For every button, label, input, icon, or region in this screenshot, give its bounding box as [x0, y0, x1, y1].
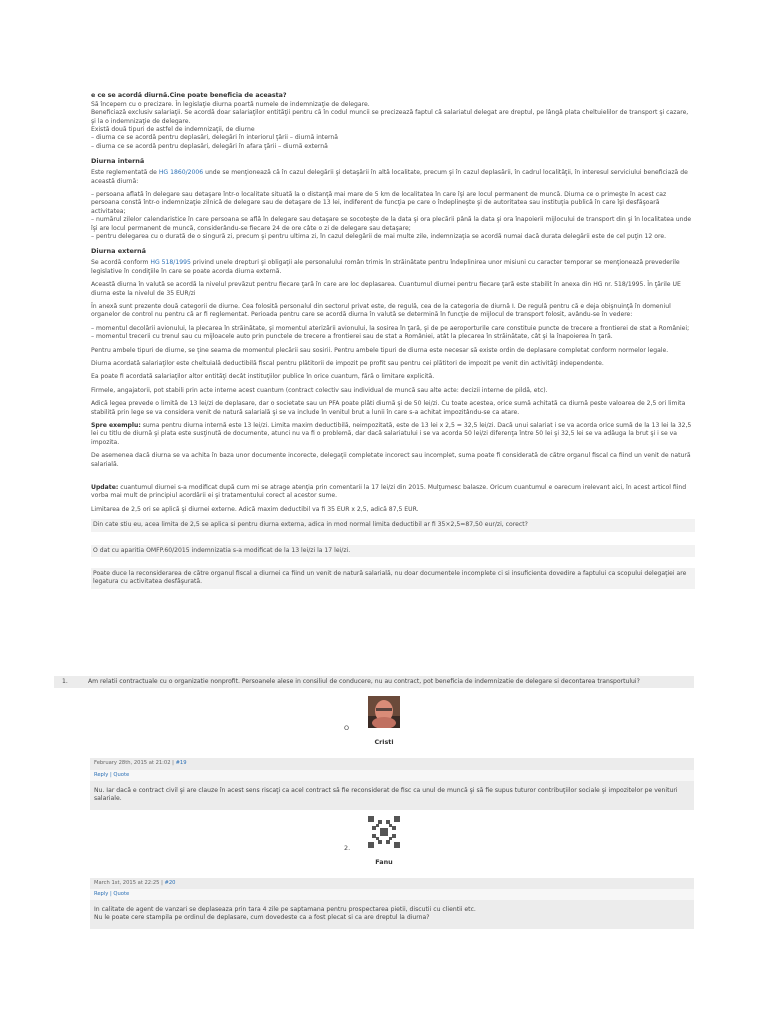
comment-body: Nu. Iar dacă e contract civil şi are clauze în acest sens riscaţi ca acel contract să fie reconsiderat de fisc ca unul de muncă şi să fie supus tuturor contribuţiilor sociale şi impozitelor pe venituri salariale.	[90, 781, 694, 810]
section-heading-externa: Diurna externă	[91, 247, 147, 256]
hg-1860-link[interactable]: HG 1860/2006	[158, 169, 204, 177]
externa-list-item: – momentul trecerii cu trenul sau cu mijloacele auto prin punctele de trecere a frontierei sau de stat a României, atât la plecarea în străinătate, cât şi la înapoierea în ţară.	[91, 333, 613, 341]
avatar	[368, 696, 400, 728]
externa-paragraph-3: În anexă sunt prezente două categorii de diurne. Cea folosită personalul din sectorul privat este, de regulă, cea de la categoria de diurnă I. De regulă pentru că e deja obişnuinţă în domeniul organelor de control nu pentru că ar fi reglementat. Perioada pentru care se acordă diurna în valută se determină în funcţie de mijlocul de transport folosit, avându-se în vedere:	[91, 302, 671, 319]
comment-text: Am relatii contractuale cu o organizatie nonprofit. Persoanele alese in consiliul de conducere, nu au contract, pot beneficia de indemnizatie de delegare si decontarea transportului?	[88, 678, 640, 685]
update-paragraph	[91, 484, 695, 501]
comment-permalink[interactable]: #20	[164, 879, 176, 886]
comment-meta	[90, 878, 694, 889]
reply-quote-links[interactable]: Reply | Quote	[94, 771, 130, 778]
article-heading: e ce se acordă diurnă.Cine poate beneficia de aceasta?	[91, 92, 287, 99]
comment-date: February 28th, 2015 at 21:02 |	[94, 760, 176, 767]
externa-paragraph	[91, 259, 695, 276]
interna-paragraph	[91, 169, 695, 186]
paragraph: De asemenea dacă diurna se va achita în baza unor documente incorecte, delegaţii completate incorect sau incomplet, suma poate fi considerată de către organul fiscal ca fiind un venit de natură salarială.	[91, 452, 691, 468]
reply-number: 2.	[344, 843, 351, 852]
comment-date: March 1st, 2015 at 22:25 |	[94, 879, 165, 886]
comment-line: Nu le poate cere stampila pe ordinul de deplasare, cum dovedeste ca a fost plecat si ca are dreptul la diurna?	[94, 914, 430, 922]
hg-518-link[interactable]: HG 518/1995	[150, 259, 191, 267]
text: Este reglementată de	[91, 169, 159, 177]
text: privind unele drepturi şi obligaţii ale personalului român trimis în străinătate pentru îndeplinirea unor misiuni cu caracter temporar se menţionează prevederile legislative în condiţiile în care se poate acorda diurna externă.	[91, 259, 680, 275]
interna-list-item: – pentru delegarea cu o durată de o singură zi, precum şi pentru ultima zi, în cazul delegării de mai multe zile, indemnizaţia se acordă numai dacă durata delegării este de cel puţin 12 ore.	[91, 232, 667, 240]
comment-line: In calitate de agent de vanzari se deplaseaza prin tara 4 zile pe saptamana pentru prospectarea pietii, discutii cu clientii etc.	[94, 905, 476, 913]
intro-line: – diurna ce se acordă pentru deplasări, delegări în afara ţării – diurnă externă	[91, 142, 328, 150]
intro-line: Beneficiază exclusiv salariaţii. Se acordă doar salariaţilor entităţii pentru că în codul muncii se precizează faptul că salariatul delegat are dreptul, pe lângă plata cheltuielilor de transport şi cazare, şi la o indemnizaţie de delegare.	[91, 109, 689, 125]
reply-author-block	[54, 696, 694, 758]
shaded-note: O dat cu aparitia OMFP.60/2015 indemnizatia s-a modificat de la 13 lei/zi la 17 lei/zi.	[91, 545, 695, 557]
paragraph: Ea poate fi acordată salariaţilor altor entităţi decât instituţiilor publice în orice cuantum, fără o limitare explicită.	[91, 373, 435, 381]
update-label: Update:	[91, 484, 119, 492]
intro-line: Există două tipuri de astfel de indemnizaţii, de diurne	[91, 125, 255, 133]
intro-line: – diurna ce se acordă pentru deplasări, delegări în interiorul ţării – diurnă internă	[91, 134, 338, 142]
comment-question	[54, 676, 694, 688]
example-label: Spre exemplu:	[91, 422, 141, 429]
paragraph: Diurna acordată salariaţilor este cheltuială deductibilă fiscal pentru plătitorii de impozit pe profit sau pentru cei plătitori de impozit pe venit din activităţi independente.	[91, 359, 604, 367]
comment-meta	[90, 758, 694, 769]
reply-quote-links[interactable]: Reply | Quote	[94, 890, 130, 897]
avatar	[368, 816, 400, 848]
text: unde se menţionează că în cazul delegării şi detaşării în altă localitate, precum şi în cazul deplasării, în cadrul localităţii, în interesul serviciului beneficiază de această diurnă:	[91, 169, 688, 185]
comment-actions	[90, 770, 694, 781]
limit-paragraph: Limitarea de 2,5 ori se aplică şi diurnei externe. Adică maxim deductibil va fi 35 EUR x 2,5, adică 87,5 EUR.	[91, 505, 419, 513]
reply-number: O	[344, 724, 350, 733]
externa-list	[91, 325, 695, 342]
paragraph: Pentru ambele tipuri de diurne, se ţine seama de momentul plecării sau sosirii. Pentru ambele tipuri de diurna este necesar să existe ordin de deplasare completat conform normelor legale.	[91, 346, 669, 354]
paragraph: Adică legea prevede o limită de 13 lei/zi de deplasare, dar o societate sau un PFA poate plăti diurnă şi de 50 lei/zi. Cu toate acestea, orice sumă achitată ca diurnă peste valoarea de 2,5 ori limita stabilită prin lege se va considera venit de natură salarială şi se va include în venitul brut a lunii în care s-a achitat impozitându-se ca atare.	[91, 400, 686, 416]
comment-body	[90, 900, 694, 929]
paragraph: Firmele, angajatorii, pot stabili prin acte interne acest cuantum (contract colectiv sau individual de muncă sau alte acte: decizii interne de pildă, etc).	[91, 386, 548, 394]
example-paragraph	[91, 422, 695, 447]
article	[91, 92, 695, 594]
externa-paragraph-2: Această diurna în valută se acordă la nivelul prevăzut pentru fiecare ţară în care are loc deplasarea. Cuantumul diurnei pentru fiecare ţară este stabilit în anexa din HG nr. 518/1995. În ţările UE diurna este la nivelul de 35 EUR/zi	[91, 281, 681, 297]
externa-list-item: – momentul decolării avionului, la plecarea în străinătate, şi momentul aterizării avionului, la sosirea în ţară, şi de pe aeroporturile care constituie puncte de trecere a frontierei de stat a României;	[91, 324, 690, 332]
author-name[interactable]: Cristi	[374, 738, 394, 747]
shaded-note: Din cate stiu eu, acea limita de 2,5 se aplica si pentru diurna externa, adica in mod normal limita deductibil ar fi 35×2,5=87,50 eur/zi, corect?	[91, 519, 695, 531]
comment-actions	[90, 889, 694, 900]
reply-author-block	[54, 816, 694, 878]
comments-section	[54, 676, 694, 929]
text: cuantumul diurnei s-a modificat după cum mi se atrage atenţia prin comentarii la 17 lei/zi din 2015. Mulţumesc balasze. Oricum cuantumul e oarecum irelevant aici, în acest articol fiind vorba mai mult de principiul acordării ei şi tratamentului corect al acestor sume.	[91, 484, 687, 500]
comment-number: 1.	[62, 678, 68, 685]
section-heading-interna: Diurna internă	[91, 157, 145, 166]
shaded-note: Poate duce la reconsiderarea de către organul fiscal a diurnei ca fiind un venit de natură salarială, nu doar documentele incomplete ci si insuficienta dovedire a faptului ca scopului delegaţiei are legatura cu activitatea desfăşurată.	[91, 568, 695, 589]
interna-list-item: – persoana aflată în delegare sau detaşare într-o localitate situată la o distanţă mai mare de 5 km de localitatea în care îşi are locul permanent de muncă. Diurna ce o primeşte în acest caz persoana constă într-o indemnizaţie zilnică de delegare sau de detaşare de 13 lei, indiferent de funcţia pe care o îndeplineşte şi de autoritatea sau instituţia publică în care îşi desfăşoară activitatea;	[91, 190, 667, 215]
comment-permalink[interactable]: #19	[175, 760, 187, 767]
text: Se acordă conform	[91, 259, 151, 267]
interna-list	[91, 191, 695, 241]
intro-line: Să începem cu o precizare. În legislaţie diurna poartă numele de indemnizaţie de delegare.	[91, 100, 370, 108]
author-name[interactable]: Fanu	[375, 857, 393, 866]
intro-block	[91, 101, 695, 151]
interna-list-item: – numărul zilelor calendaristice în care persoana se află în delegare sau detaşare se socoteşte de la data şi ora plecării până la data şi ora înapoierii mijlocului de transport din şi în localitatea unde îşi are locul permanent de muncă, considerându-se fiecare 24 de ore câte o zi de delegare sau detaşare;	[91, 216, 692, 232]
text: suma pentru diurna internă este 13 lei/zi. Limita maxim deductibilă, neimpozitată, este de 13 lei x 2,5 = 32,5 lei/zi. Dacă unui salariat i se va acorda orice sumă de la 13 lei la 32,5 lei cu titlu de diurnă şi plata este susţinută de documente, atunci nu va fi o problemă, dar dacă salariatului i se va acorda 50 lei/zi diferenţa între 50 lei şi 32,5 lei se va adăuga la brut şi i se va impozita.	[91, 422, 692, 446]
